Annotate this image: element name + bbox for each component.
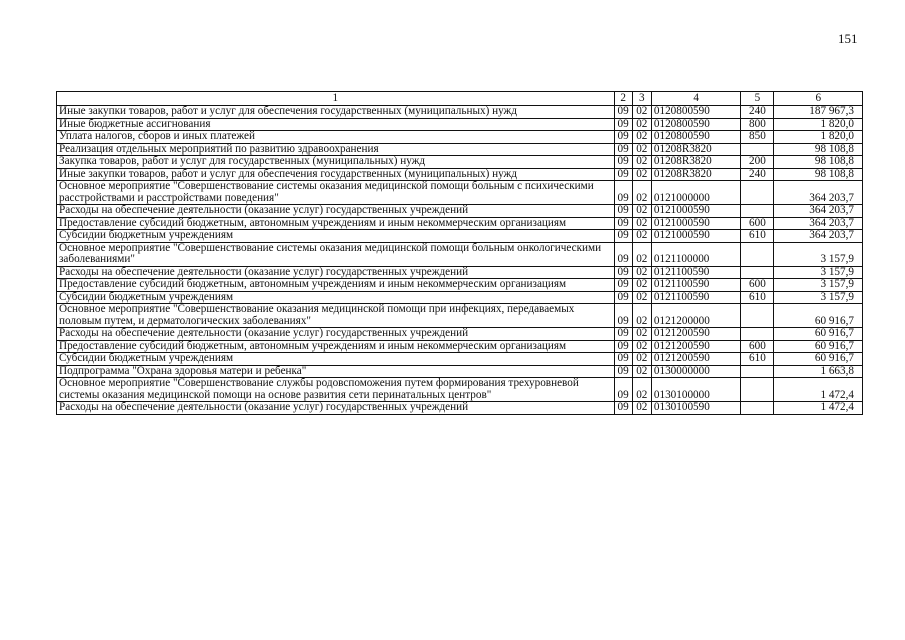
table-row xyxy=(57,266,863,279)
row-expense-type-cell: 200 xyxy=(741,156,774,169)
row-subsection-cell: 02 xyxy=(632,156,651,169)
row-target-code-cell: 0130100590 xyxy=(651,402,741,415)
budget-table xyxy=(56,91,863,415)
row-section-cell: 09 xyxy=(614,340,632,353)
row-name-cell: Субсидии бюджетным учреждениям xyxy=(57,353,615,366)
row-subsection-cell: 02 xyxy=(632,217,651,230)
row-name-cell: Предоставление субсидий бюджетным, автономным учреждениям и иным некоммерческим организациям xyxy=(57,279,615,292)
row-subsection-cell: 02 xyxy=(632,304,651,328)
row-target-code-cell: 0121100590 xyxy=(651,291,741,304)
row-section-cell: 09 xyxy=(614,279,632,292)
table-row xyxy=(57,230,863,243)
row-target-code-cell: 0121100590 xyxy=(651,279,741,292)
row-expense-type-cell xyxy=(741,304,774,328)
row-amount-cell: 1 820,0 xyxy=(774,131,863,144)
row-expense-type-cell xyxy=(741,181,774,205)
row-name-cell: Иные закупки товаров, работ и услуг для обеспечения государственных (муниципальных) нужд xyxy=(57,106,615,119)
table-row xyxy=(57,181,863,205)
row-subsection-cell: 02 xyxy=(632,328,651,341)
column-header: 5 xyxy=(741,92,774,106)
row-section-cell: 09 xyxy=(614,291,632,304)
row-section-cell: 09 xyxy=(614,106,632,119)
row-amount-cell: 98 108,8 xyxy=(774,168,863,181)
row-target-code-cell: 0130000000 xyxy=(651,365,741,378)
row-amount-cell: 364 203,7 xyxy=(774,217,863,230)
row-name-cell: Предоставление субсидий бюджетным, автономным учреждениям и иным некоммерческим организациям xyxy=(57,217,615,230)
row-section-cell: 09 xyxy=(614,131,632,144)
table-row xyxy=(57,365,863,378)
row-expense-type-cell xyxy=(741,143,774,156)
table-row xyxy=(57,131,863,144)
row-target-code-cell: 0121000000 xyxy=(651,181,741,205)
row-subsection-cell: 02 xyxy=(632,181,651,205)
row-name-cell: Иные бюджетные ассигнования xyxy=(57,118,615,131)
row-section-cell: 09 xyxy=(614,353,632,366)
row-section-cell: 09 xyxy=(614,217,632,230)
row-name-cell: Закупка товаров, работ и услуг для государственных (муниципальных) нужд xyxy=(57,156,615,169)
row-target-code-cell: 0121100590 xyxy=(651,266,741,279)
row-subsection-cell: 02 xyxy=(632,242,651,266)
row-expense-type-cell: 610 xyxy=(741,230,774,243)
row-target-code-cell: 01208R3820 xyxy=(651,156,741,169)
row-name-cell: Реализация отдельных мероприятий по развитию здравоохранения xyxy=(57,143,615,156)
row-section-cell: 09 xyxy=(614,181,632,205)
row-subsection-cell: 02 xyxy=(632,340,651,353)
table-header-row xyxy=(57,92,863,106)
table-row xyxy=(57,118,863,131)
column-header: 1 xyxy=(57,92,615,106)
row-target-code-cell: 0121200000 xyxy=(651,304,741,328)
row-amount-cell: 364 203,7 xyxy=(774,181,863,205)
row-target-code-cell: 0121200590 xyxy=(651,328,741,341)
row-subsection-cell: 02 xyxy=(632,353,651,366)
row-section-cell: 09 xyxy=(614,328,632,341)
row-section-cell: 09 xyxy=(614,365,632,378)
row-name-cell: Расходы на обеспечение деятельности (оказание услуг) государственных учреждений xyxy=(57,266,615,279)
row-name-cell: Уплата налогов, сборов и иных платежей xyxy=(57,131,615,144)
row-amount-cell: 3 157,9 xyxy=(774,242,863,266)
row-section-cell: 09 xyxy=(614,205,632,218)
row-amount-cell: 60 916,7 xyxy=(774,353,863,366)
row-amount-cell: 3 157,9 xyxy=(774,291,863,304)
row-amount-cell: 60 916,7 xyxy=(774,340,863,353)
row-section-cell: 09 xyxy=(614,242,632,266)
page-number: 151 xyxy=(838,31,858,46)
row-section-cell: 09 xyxy=(614,156,632,169)
row-amount-cell: 3 157,9 xyxy=(774,266,863,279)
row-target-code-cell: 0121200590 xyxy=(651,340,741,353)
row-target-code-cell: 0130100000 xyxy=(651,378,741,402)
row-expense-type-cell xyxy=(741,328,774,341)
row-amount-cell: 98 108,8 xyxy=(774,143,863,156)
row-target-code-cell: 0120800590 xyxy=(651,131,741,144)
row-amount-cell: 3 157,9 xyxy=(774,279,863,292)
table-row xyxy=(57,291,863,304)
row-section-cell: 09 xyxy=(614,266,632,279)
row-name-cell: Предоставление субсидий бюджетным, автономным учреждениям и иным некоммерческим организациям xyxy=(57,340,615,353)
row-name-cell: Субсидии бюджетным учреждениям xyxy=(57,291,615,304)
row-expense-type-cell xyxy=(741,266,774,279)
row-expense-type-cell xyxy=(741,205,774,218)
row-expense-type-cell xyxy=(741,402,774,415)
row-subsection-cell: 02 xyxy=(632,106,651,119)
table-row xyxy=(57,156,863,169)
table-row xyxy=(57,168,863,181)
row-name-cell: Основное мероприятие "Совершенствование оказания медицинской помощи при инфекциях, передаваемых половым путем, и дерматологических заболеваниях" xyxy=(57,304,615,328)
row-section-cell: 09 xyxy=(614,230,632,243)
row-name-cell: Основное мероприятие "Совершенствование системы оказания медицинской помощи больным с психическими расстройствами и расстройствами поведения" xyxy=(57,181,615,205)
row-amount-cell: 1 820,0 xyxy=(774,118,863,131)
row-expense-type-cell: 240 xyxy=(741,106,774,119)
table-row xyxy=(57,402,863,415)
column-header: 4 xyxy=(651,92,741,106)
row-amount-cell: 98 108,8 xyxy=(774,156,863,169)
row-target-code-cell: 0121200590 xyxy=(651,353,741,366)
row-name-cell: Расходы на обеспечение деятельности (оказание услуг) государственных учреждений xyxy=(57,328,615,341)
row-subsection-cell: 02 xyxy=(632,168,651,181)
row-amount-cell: 364 203,7 xyxy=(774,205,863,218)
row-name-cell: Иные закупки товаров, работ и услуг для обеспечения государственных (муниципальных) нужд xyxy=(57,168,615,181)
row-target-code-cell: 0121000590 xyxy=(651,217,741,230)
row-amount-cell: 1 472,4 xyxy=(774,402,863,415)
table-row xyxy=(57,143,863,156)
row-amount-cell: 1 663,8 xyxy=(774,365,863,378)
row-subsection-cell: 02 xyxy=(632,402,651,415)
row-subsection-cell: 02 xyxy=(632,143,651,156)
table-row xyxy=(57,242,863,266)
column-header: 3 xyxy=(632,92,651,106)
row-name-cell: Подпрограмма "Охрана здоровья матери и ребенка" xyxy=(57,365,615,378)
row-expense-type-cell: 610 xyxy=(741,353,774,366)
row-subsection-cell: 02 xyxy=(632,118,651,131)
row-amount-cell: 1 472,4 xyxy=(774,378,863,402)
table-row xyxy=(57,328,863,341)
row-subsection-cell: 02 xyxy=(632,291,651,304)
row-expense-type-cell xyxy=(741,365,774,378)
row-name-cell: Основное мероприятие "Совершенствование службы родовспоможения путем формирования трехуровневой системы оказания медицинской помощи на основе развития сети перинатальных центров" xyxy=(57,378,615,402)
row-subsection-cell: 02 xyxy=(632,205,651,218)
row-name-cell: Субсидии бюджетным учреждениям xyxy=(57,230,615,243)
row-expense-type-cell: 600 xyxy=(741,217,774,230)
row-name-cell: Расходы на обеспечение деятельности (оказание услуг) государственных учреждений xyxy=(57,402,615,415)
row-subsection-cell: 02 xyxy=(632,230,651,243)
table-row xyxy=(57,304,863,328)
row-amount-cell: 60 916,7 xyxy=(774,304,863,328)
table-row xyxy=(57,279,863,292)
row-expense-type-cell: 600 xyxy=(741,279,774,292)
row-subsection-cell: 02 xyxy=(632,365,651,378)
row-name-cell: Основное мероприятие "Совершенствование системы оказания медицинской помощи больным онкологическими заболеваниями" xyxy=(57,242,615,266)
row-expense-type-cell: 610 xyxy=(741,291,774,304)
row-expense-type-cell xyxy=(741,242,774,266)
table-row xyxy=(57,340,863,353)
row-section-cell: 09 xyxy=(614,143,632,156)
row-name-cell: Расходы на обеспечение деятельности (оказание услуг) государственных учреждений xyxy=(57,205,615,218)
row-target-code-cell: 01208R3820 xyxy=(651,143,741,156)
row-target-code-cell: 0120800590 xyxy=(651,106,741,119)
row-expense-type-cell: 600 xyxy=(741,340,774,353)
row-subsection-cell: 02 xyxy=(632,131,651,144)
column-header: 6 xyxy=(774,92,863,106)
row-target-code-cell: 0120800590 xyxy=(651,118,741,131)
row-section-cell: 09 xyxy=(614,304,632,328)
row-expense-type-cell xyxy=(741,378,774,402)
row-target-code-cell: 0121100000 xyxy=(651,242,741,266)
row-target-code-cell: 0121000590 xyxy=(651,205,741,218)
row-amount-cell: 187 967,3 xyxy=(774,106,863,119)
table-row xyxy=(57,378,863,402)
row-amount-cell: 60 916,7 xyxy=(774,328,863,341)
row-subsection-cell: 02 xyxy=(632,378,651,402)
table-row xyxy=(57,217,863,230)
row-section-cell: 09 xyxy=(614,378,632,402)
row-section-cell: 09 xyxy=(614,118,632,131)
row-amount-cell: 364 203,7 xyxy=(774,230,863,243)
row-expense-type-cell: 800 xyxy=(741,118,774,131)
row-section-cell: 09 xyxy=(614,402,632,415)
column-header: 2 xyxy=(614,92,632,106)
row-section-cell: 09 xyxy=(614,168,632,181)
table-row xyxy=(57,106,863,119)
table-row xyxy=(57,205,863,218)
row-expense-type-cell: 240 xyxy=(741,168,774,181)
table-row xyxy=(57,353,863,366)
row-target-code-cell: 0121000590 xyxy=(651,230,741,243)
row-subsection-cell: 02 xyxy=(632,266,651,279)
row-subsection-cell: 02 xyxy=(632,279,651,292)
row-expense-type-cell: 850 xyxy=(741,131,774,144)
row-target-code-cell: 01208R3820 xyxy=(651,168,741,181)
